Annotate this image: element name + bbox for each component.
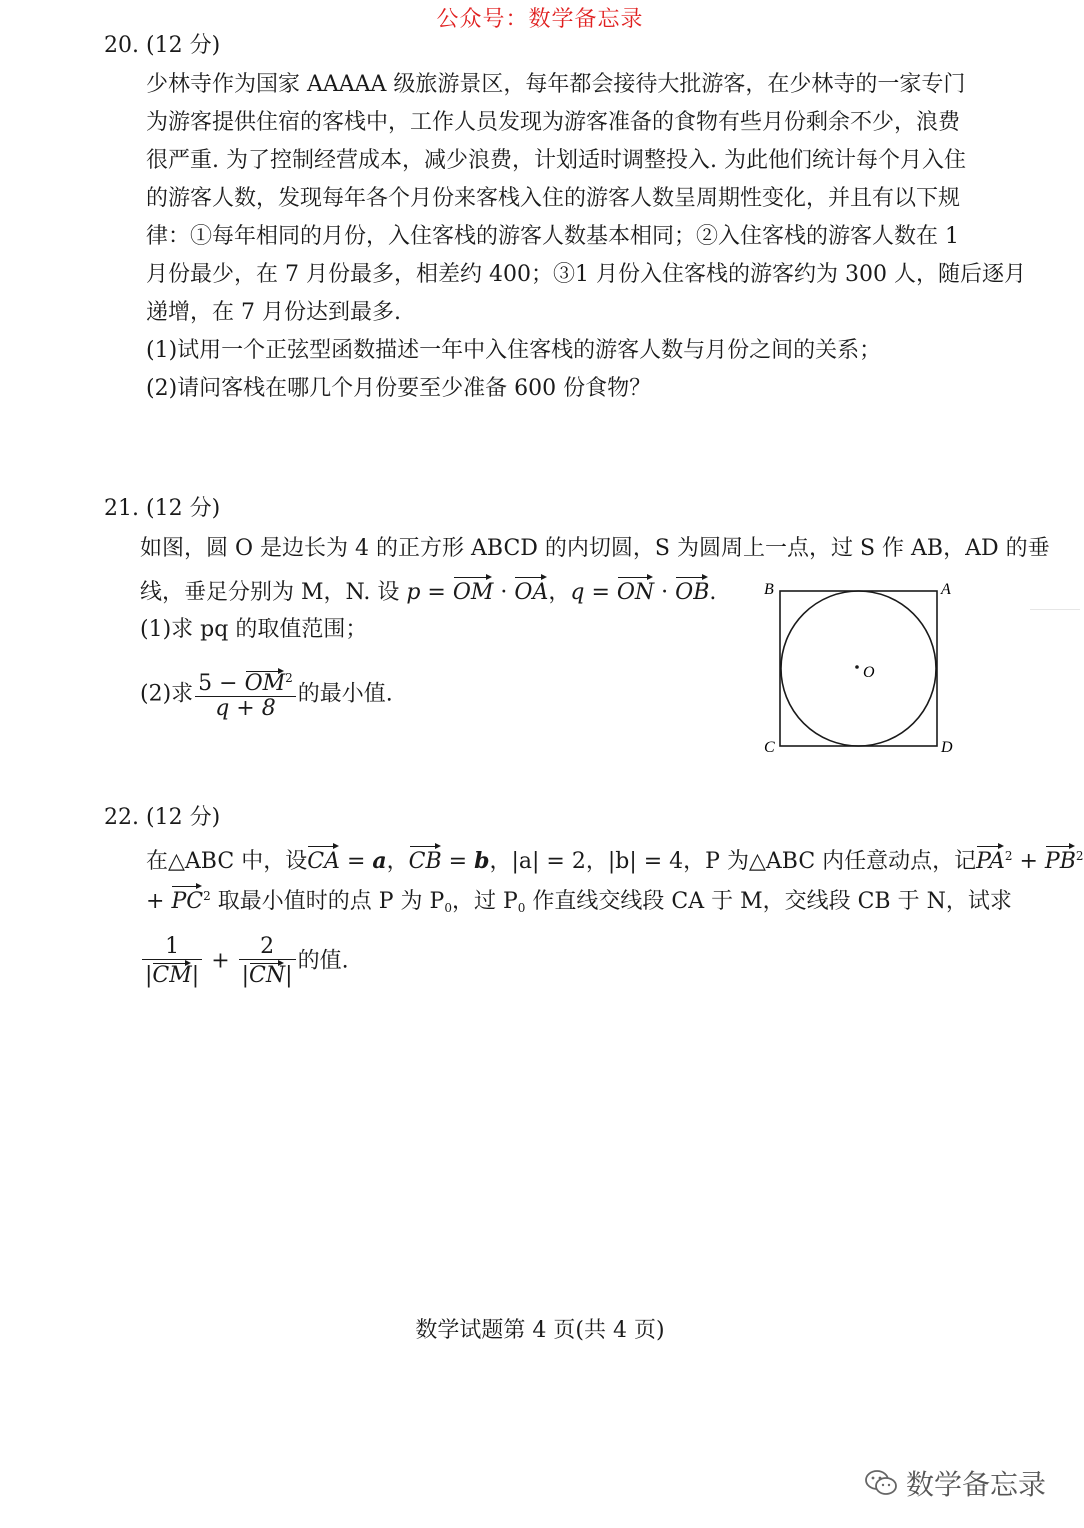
q21-line-2-prefix: 线，垂足分别为 M，N. 设 (140, 580, 407, 605)
fraction-1-denominator: |CM| (142, 960, 202, 988)
vector-pa: PA (976, 843, 1005, 877)
numerator-text: 5 − (198, 671, 245, 696)
q22-fraction-2 (239, 935, 296, 988)
q20-score: (12 分) (146, 33, 221, 58)
q22-line-1-a: 在△ABC 中，设 (146, 849, 308, 874)
square-circle-figure (760, 575, 960, 760)
q22-score: (12 分) (146, 805, 221, 830)
q20-line-3: 很严重. 为了控制经营成本，减少浪费，计划适时调整投入. 为此他们统计每个月入住 (146, 148, 966, 173)
page-footer: 数学试题第 4 页(共 4 页) (415, 1318, 665, 1343)
watermark-text: 数学备忘录 (905, 1468, 1046, 1501)
vector-ca: CA (307, 843, 340, 877)
label-o: O (863, 664, 875, 681)
q20-line-2: 为游客提供住宿的客栈中，工作人员发现为游客准备的食物有些月份剩余不少，浪费 (146, 110, 961, 135)
q21-sub-2-suffix: 的最小值. (297, 681, 393, 707)
q22-line-2-c: ，过 P (451, 889, 518, 914)
q20-line-6: 月份最少，在 7 月份最多，相差约 400；③1 月份入住客栈的游客约为 300 人，随后逐月 (146, 262, 1026, 287)
q20-sub-2: (2)请问客栈在哪几个月份要至少准备 600 份食物？ (146, 376, 652, 401)
var-q: q (570, 580, 585, 605)
q20-heading (104, 31, 220, 61)
vector-om: OM (453, 574, 494, 608)
q22-line-2-d: 作直线交线段 CA 于 M，交线段 CB 于 N，试求 (525, 889, 1012, 914)
q21-line-1: 如图，圆 O 是边长为 4 的正方形 ABCD 的内切圆，S 为圆周上一点，过 S 作 AB，AD 的垂 (140, 536, 1050, 561)
q22-line-2: + $PC^2$ 取最小值时的点 P 为 $P_0$，过 $P_0$ 作直线交线段 CA 于 M，交线段 CB 于 N，试求 (146, 883, 1012, 917)
q22-fraction-1 (142, 935, 202, 988)
q22-heading (104, 803, 220, 833)
q21-line-2: 线，垂足分别为 M，N. 设 p = OM · OA，q = ON · OB. (140, 574, 716, 608)
q22-line-3: $\frac{1}{|CM|}$ + $\frac{2}{|CN|}$ 的值. (140, 935, 349, 988)
q20-number: 20. (104, 33, 139, 58)
var-p: p (406, 580, 421, 605)
q21-number: 21. (104, 496, 139, 521)
vector-ob: OB (675, 574, 709, 608)
q21-sub-2-prefix: (2)求 (140, 681, 194, 707)
vector-cm: CM (152, 960, 191, 988)
fraction-numerator: $5 - OM^2$ (195, 668, 296, 697)
q21-sub-2 (140, 668, 393, 721)
fraction-1-numerator: 1 (142, 935, 202, 960)
q20-line-1: 少林寺作为国家 AAAAA 级旅游景区，每年都会接待大批游客，在少林寺的一家专门 (146, 72, 966, 97)
vector-pc: PC (171, 883, 203, 917)
q22-tail: 的值. (297, 948, 349, 974)
q22-line-1: 在△ABC 中，设CA = a，CB = b，|a| = 2，|b| = 4，P 为△ABC 内任意动点，记$PA^2 + PB^2$ (146, 843, 1084, 877)
page-edge-mark (1030, 609, 1080, 610)
label-c: C (764, 739, 775, 756)
fraction-denominator: q + 8 (215, 696, 276, 721)
vector-oa: OA (514, 574, 548, 608)
wechat-icon (864, 1468, 898, 1498)
q21-sub-1: (1)求 pq 的取值范围； (140, 617, 368, 642)
q20-line-4: 的游客人数，发现每年各个月份来客栈入住的游客人数呈周期性变化，并且有以下规 (146, 186, 961, 211)
inscribed-circle (781, 591, 936, 746)
vector-pb: PB (1045, 843, 1076, 877)
center-point (855, 665, 859, 669)
page-header: 公众号：数学备忘录 (436, 7, 644, 32)
vector-a: a (372, 848, 387, 874)
label-b: B (764, 581, 774, 598)
q21-fraction (195, 668, 296, 721)
vector-cb: CB (409, 843, 442, 877)
vector-b: b (474, 848, 490, 874)
fraction-2-denominator: |CN| (239, 960, 296, 988)
q20-sub-1: (1)试用一个正弦型函数描述一年中入住客栈的游客人数与月份之间的关系； (146, 338, 882, 363)
vector-on: ON (617, 574, 654, 608)
q20-line-7: 递增，在 7 月份达到最多. (146, 300, 401, 325)
label-a: A (941, 581, 951, 598)
fraction-2-numerator: 2 (239, 935, 296, 960)
q22-line-1-b: ，|a| = 2，|b| = 4，P 为△ABC 内任意动点，记 (489, 849, 977, 874)
q21-score: (12 分) (146, 496, 221, 521)
wechat-watermark (864, 1463, 1046, 1503)
label-d: D (941, 739, 953, 756)
q20-line-5: 律：①每年相同的月份，入住客栈的游客人数基本相同；②入住客栈的游客人数在 1 (146, 224, 959, 249)
q22-line-2-b: 取最小值时的点 P 为 P (210, 889, 445, 914)
vector-cn: CN (249, 960, 285, 988)
q21-heading (104, 494, 220, 524)
q22-number: 22. (104, 805, 139, 830)
vector-om-squared: OM (245, 668, 286, 696)
